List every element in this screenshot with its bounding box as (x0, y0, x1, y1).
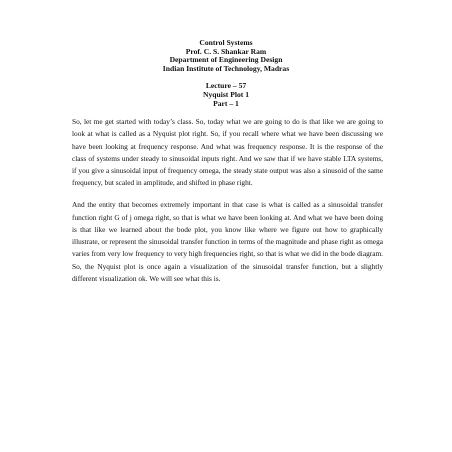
transcript-body (72, 116, 383, 295)
institute-name: Indian Institute of Technology, Madras (162, 63, 290, 73)
course-title: Control Systems (199, 38, 253, 47)
paragraph-1: So, let me get started with today’s class. So, today what we are going to do is that like we are going to look at what is called as a Nyquist plot right. So, if you recall where what we have been discussing we have been looking at frequency response. And what was frequency response. It is the response of the class of systems under steady to sinusoidal inputs right. And we saw that if we have stable LTA systems, if you give a sinusoidal input of frequency omega, the steady state output was also a sinusoid of the same frequency, but scaled in amplitude, and shifted in phase right. (72, 117, 383, 188)
lecture-topic: Nyquist Plot 1 (203, 89, 249, 99)
lecture-part: Part – 1 (213, 98, 239, 108)
instructor-name: Prof. C. S. Shankar Ram (185, 46, 267, 56)
department-name: Department of Engineering Design (169, 55, 283, 65)
paragraph-2: And the entity that becomes extremely important in that case is what is called as a sinusoidal transfer function right G of j omega right, so that is what we have been looking at. And what we have been doing is that like we learned about the bode plot, you know like where we figure out how to graphically illustrate, or represent the sinusoidal transfer function in terms of the magnitude and phase right as omega varies from very low frequency to very high frequencies right, so that is what we did in the bode diagram. So, the Nyquist plot is once again a visualization of the sinusoidal transfer function, but a slightly different visualization ok. We will see what this is. (72, 200, 383, 284)
lecture-header (0, 39, 452, 108)
lecture-number: Lecture – 57 (205, 81, 247, 91)
